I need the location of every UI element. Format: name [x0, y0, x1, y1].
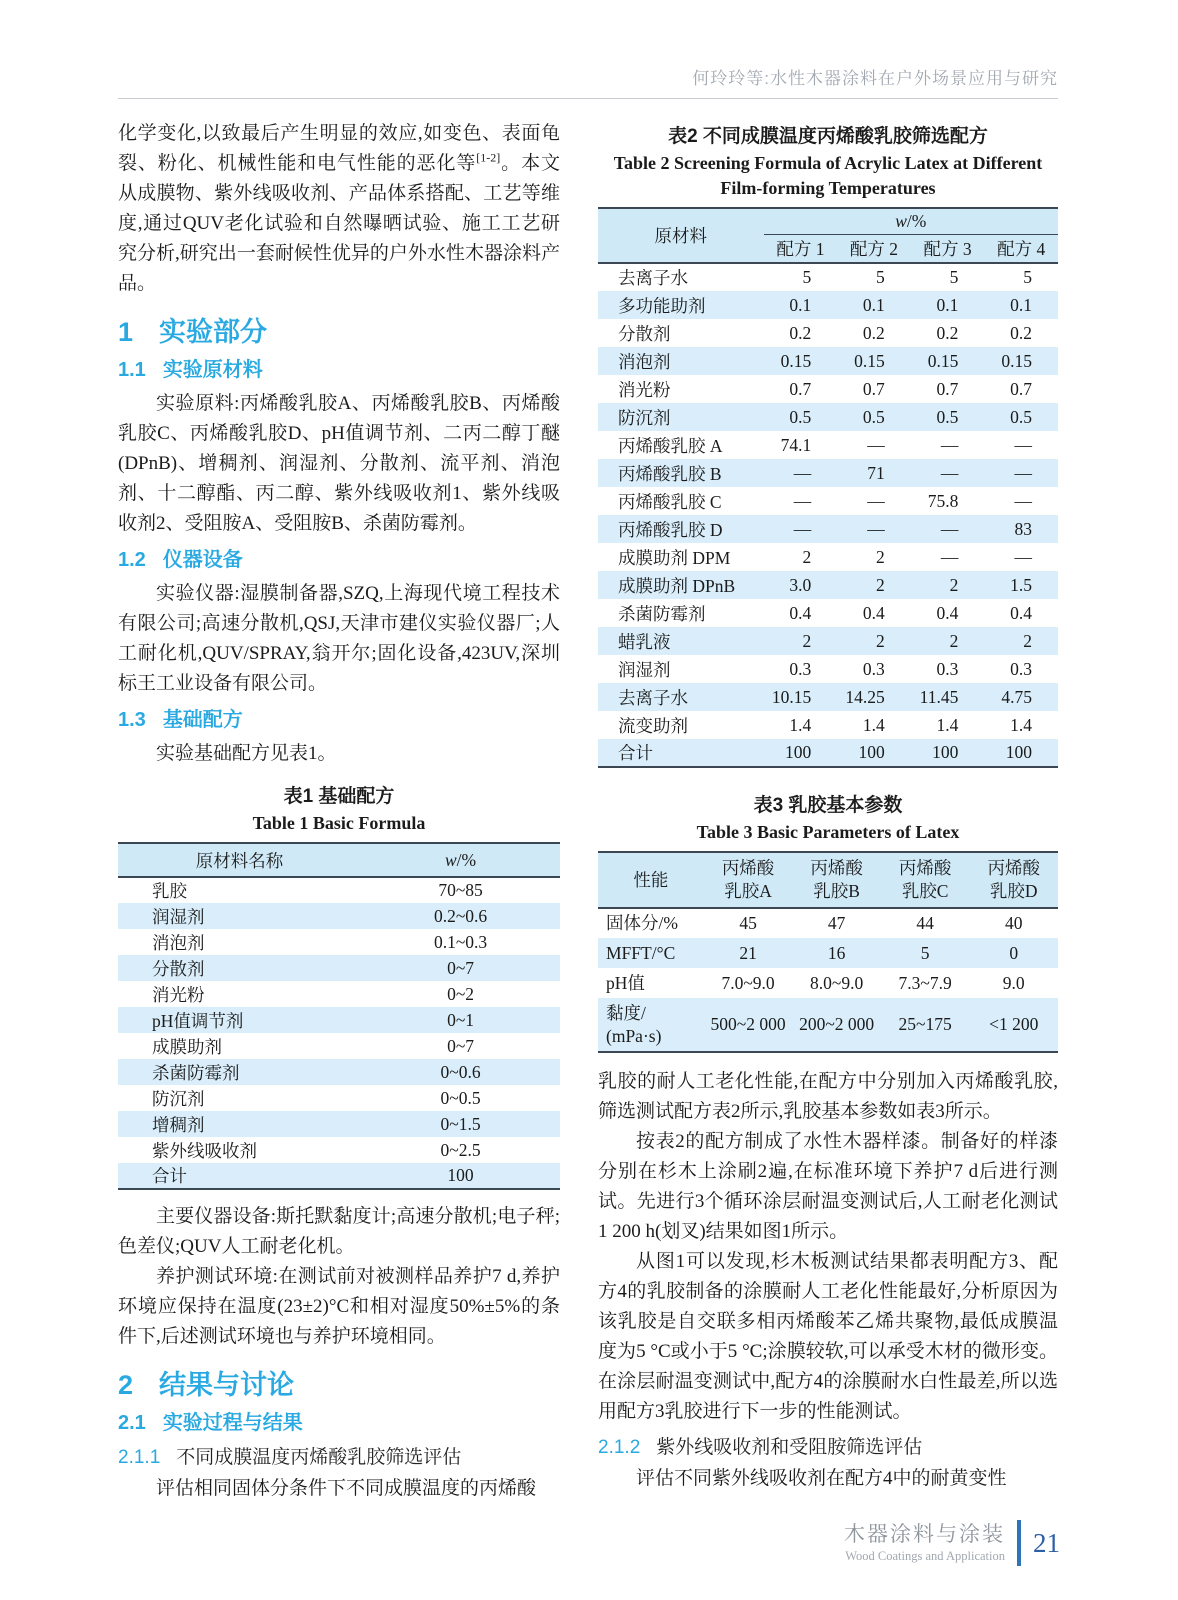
table-cell: 71: [867, 462, 885, 483]
table-row: [598, 571, 1058, 599]
paragraph-equipment: 主要仪器设备:斯托默黏度计;高速分散机;电子秤;色差仪;QUV人工耐老化机。: [118, 1206, 560, 1257]
table-cell: 0.7: [862, 378, 885, 399]
section-title: 结果与讨论: [159, 1370, 295, 1400]
table1-caption-en: Table 1 Basic Formula: [252, 813, 426, 833]
subsection-heading-2-1: [118, 1410, 560, 1437]
table-cell: 消泡剂: [152, 932, 205, 953]
table3-caption-en: Table 3 Basic Parameters of Latex: [696, 822, 960, 842]
section-number: 2.1.1: [118, 1447, 161, 1468]
table-cell: 分散剂: [152, 958, 205, 979]
table-cell: 合计: [618, 743, 653, 763]
paragraph-materials: 实验原料:丙烯酸乳胶A、丙烯酸乳胶B、丙烯酸乳胶C、丙烯酸乳胶D、pH值调节剂、二丙二醇丁醚(DPnB)、增稠剂、润湿剂、分散剂、流平剂、消泡剂、十二醇酯、丙二醇、紫外线吸收剂1、紫外线吸收剂2、受阻胺A、受阻胺B、杀菌防霉剂。: [118, 393, 560, 534]
table-cell: 4.75: [1001, 686, 1032, 707]
table-row: [598, 431, 1058, 459]
table-cell: 1.4: [789, 714, 812, 735]
paragraph-base-formula: 实验基础配方见表1。: [156, 743, 337, 764]
table-cell: —: [793, 462, 812, 483]
table-row: [118, 1085, 560, 1111]
table-cell: 防沉剂: [152, 1088, 205, 1109]
table-row: [118, 1007, 560, 1033]
right-column: [598, 119, 1058, 1504]
table-cell: 1.4: [1010, 714, 1032, 735]
table2-body: [598, 263, 1058, 767]
table-cell: 0.4: [936, 602, 959, 623]
table2-formula3-header: 配方 3: [911, 234, 985, 263]
table-cell: 紫外线吸收剂: [152, 1140, 257, 1161]
section-title: 紫外线吸收剂和受阻胺筛选评估: [656, 1437, 923, 1458]
table-row: [598, 711, 1058, 739]
table-cell: 9.0: [1002, 972, 1025, 993]
table-cell: 5: [876, 267, 885, 287]
table-cell: 2: [876, 546, 885, 567]
table-cell: —: [1014, 546, 1032, 567]
table-row: [598, 543, 1058, 571]
table-cell: —: [793, 518, 812, 539]
table-cell: 5: [920, 942, 930, 963]
table-cell: 0.4: [862, 602, 885, 623]
table3-header: [598, 852, 1058, 908]
table-cell: 25~175: [898, 1014, 952, 1034]
subsection-heading-2-1-2: [598, 1434, 1058, 1461]
table-cell: 0.3: [862, 658, 885, 679]
table-cell: 0.1: [936, 294, 959, 315]
table-cell: 固体分/%: [606, 913, 678, 933]
table-cell: 0.15: [927, 350, 959, 371]
table-cell: 500~2 000: [710, 1014, 786, 1034]
table-row: [598, 375, 1058, 403]
section-title: 基础配方: [162, 709, 243, 731]
table-cell: 0.15: [854, 350, 885, 371]
table-cell: 防沉剂: [618, 407, 671, 428]
table-row: [118, 1163, 560, 1189]
table-cell: 100: [784, 742, 812, 762]
table-cell: 2: [802, 630, 812, 651]
table-cell: 74.1: [780, 434, 812, 455]
table-cell: 分散剂: [618, 323, 671, 344]
table-cell: 0.5: [1010, 406, 1032, 427]
table-cell: —: [1014, 434, 1032, 455]
table-cell: 去离子水: [618, 268, 688, 288]
table-cell: 47: [827, 913, 846, 933]
table-row: [598, 852, 1058, 908]
table-cell: 0~0.6: [440, 1061, 481, 1082]
table-row: [598, 487, 1058, 515]
table-row: [598, 968, 1058, 998]
intro-text-a: 化学变化,以致最后产生明显的效应,如变色、表面龟裂、粉化、机械性能和电气性能的恶化等: [118, 123, 560, 174]
section-title: 实验部分: [159, 317, 268, 347]
table2-formula2-header: 配方 2: [837, 234, 911, 263]
table-cell: 0.2: [789, 322, 812, 343]
table-cell: 合计: [152, 1166, 187, 1186]
table-cell: pH值调节剂: [152, 1010, 244, 1031]
table-cell: pH值: [606, 972, 645, 993]
table-row: [598, 208, 1058, 234]
table-cell: 75.8: [927, 490, 959, 511]
table-row: [598, 403, 1058, 431]
table-row: [598, 739, 1058, 767]
table1-caption-cn: 表1 基础配方: [283, 786, 395, 807]
table-cell: MFFT/°C: [606, 942, 676, 963]
table-row: [598, 998, 1058, 1052]
table-cell: 消光粉: [618, 379, 671, 400]
paragraph-curing: 养护测试环境:在测试前对被测样品养护7 d,养护环境应保持在温度(23±2)°C和相对湿度50%±5%的条件下,后述测试环境也与养护环境相同。: [118, 1266, 560, 1347]
table-cell: 0.3: [936, 658, 959, 679]
w-symbol: w: [895, 210, 907, 231]
table-row: [118, 903, 560, 929]
section-number: 2: [118, 1370, 134, 1400]
table-cell: 丙烯酸 乳胶D: [969, 852, 1058, 908]
table-cell: 44: [916, 913, 934, 933]
table-cell: 0~1: [447, 1009, 475, 1030]
paragraph-intro: [118, 119, 560, 299]
table-cell: 2: [802, 546, 812, 567]
table-cell: 润湿剂: [152, 906, 205, 927]
table-row: [598, 347, 1058, 375]
table-row: [598, 515, 1058, 543]
table-row: [118, 929, 560, 955]
table-cell: 5: [1023, 267, 1032, 287]
table-cell: 0~1.5: [440, 1113, 481, 1134]
table-cell: 2: [949, 574, 959, 595]
table-row: [598, 655, 1058, 683]
table-cell: 成膜助剂: [152, 1036, 222, 1057]
table-cell: 5: [949, 267, 959, 287]
table-cell: 7.3~7.9: [898, 972, 952, 993]
table1-caption: [118, 783, 560, 836]
section-title: 仪器设备: [162, 549, 243, 571]
table-row: [598, 938, 1058, 968]
table-cell: 0.1: [789, 294, 812, 315]
table-cell: 杀菌防霉剂: [152, 1062, 240, 1083]
table-cell: 黏度/ (mPa·s): [606, 1002, 662, 1046]
table-cell: 消光粉: [152, 984, 205, 1005]
section-number: 2.1: [118, 1412, 146, 1434]
table-cell: 21: [739, 942, 757, 963]
citation-ref: [1-2]: [476, 150, 501, 165]
table-cell: 乳胶: [152, 881, 187, 901]
footer-divider-bar: [1017, 1520, 1021, 1566]
table2-caption: [598, 123, 1058, 201]
table-cell: 丙烯酸 乳胶B: [792, 852, 881, 908]
table-row: [598, 291, 1058, 319]
table-cell: 丙烯酸 乳胶A: [704, 852, 793, 908]
paragraph-uv-eval: 评估不同紫外线吸收剂在配方4中的耐黄变性: [636, 1468, 1007, 1489]
table-cell: 16: [827, 942, 846, 963]
left-column: [118, 119, 560, 1504]
table-cell: 成膜助剂 DPnB: [618, 575, 736, 596]
table-cell: 丙烯酸乳胶 A: [618, 435, 723, 456]
table-row: [118, 877, 560, 903]
table-cell: 100: [932, 742, 959, 762]
table-cell: 丙烯酸 乳胶C: [881, 852, 970, 908]
table-cell: 2: [876, 630, 885, 651]
table-cell: 100: [1005, 742, 1032, 762]
table-cell: 0.7: [1010, 378, 1032, 399]
section-number: 2.1.2: [598, 1437, 641, 1458]
table-cell: 润湿剂: [618, 659, 671, 680]
table1-col-name-header: 原材料名称: [118, 843, 361, 877]
table-cell: 40: [1004, 913, 1023, 933]
page-number: 21: [1033, 1527, 1060, 1558]
table-cell: 0.2: [862, 322, 885, 343]
table-cell: 增稠剂: [152, 1114, 205, 1135]
two-column-layout: [118, 119, 1058, 1504]
table2-header: [598, 208, 1058, 263]
journal-name-block: [844, 1522, 1005, 1564]
table-cell: 0~0.5: [440, 1087, 481, 1108]
running-header: [118, 0, 1058, 99]
table2-w-header: [764, 208, 1058, 234]
table-cell: 去离子水: [618, 687, 688, 708]
table-cell: 7.0~9.0: [721, 972, 775, 993]
section-number: 1.3: [118, 709, 146, 731]
paragraph-sample-paint: 按表2的配方制成了水性木器样漆。制备好的样漆分别在杉木上涂刷2遍,在标准环境下养护7 d后进行测试。先进行3个循环涂层耐温变测试后,人工耐老化测试1 200 h(划叉)结果如图1所示。: [598, 1131, 1058, 1242]
table-row: [118, 843, 560, 877]
table-cell: <1 200: [989, 1014, 1039, 1034]
table-row: [598, 683, 1058, 711]
table-cell: 0.5: [789, 406, 812, 427]
table-cell: 2: [876, 574, 885, 595]
table-latex-parameters: [598, 851, 1058, 1053]
table-cell: —: [867, 490, 885, 511]
table-cell: 0.5: [862, 406, 885, 427]
section-number: 1.1: [118, 359, 146, 381]
table-row: [118, 1059, 560, 1085]
table-row: [598, 459, 1058, 487]
table-cell: 0~7: [447, 1035, 475, 1056]
table-cell: —: [940, 462, 959, 483]
table-cell: 100: [447, 1165, 474, 1185]
table-cell: 0.15: [780, 350, 812, 371]
running-title: 何玲玲等:水性木器涂料在户外场景应用与研究: [692, 69, 1058, 88]
table2-formula4-header: 配方 4: [984, 234, 1058, 263]
paragraph-latex-aging: 乳胶的耐人工老化性能,在配方中分别加入丙烯酸乳胶,筛选测试配方表2所示,乳胶基本参数如表3所示。: [598, 1071, 1058, 1122]
table-cell: 0.2: [936, 322, 959, 343]
table-cell: 0~7: [447, 957, 475, 978]
table-cell: —: [1014, 490, 1032, 511]
table-cell: 0.3: [1010, 658, 1032, 679]
section-title: 不同成膜温度丙烯酸乳胶筛选评估: [176, 1447, 462, 1468]
table-cell: 70~85: [438, 880, 483, 900]
table-row: [118, 1033, 560, 1059]
table-cell: 0.7: [936, 378, 959, 399]
table-row: [598, 319, 1058, 347]
section-title: 实验过程与结果: [162, 1412, 303, 1434]
table-cell: 0~2: [447, 983, 475, 1004]
table-cell: 0.1~0.3: [433, 931, 488, 952]
table-cell: 8.0~9.0: [810, 972, 864, 993]
table-cell: 0.2~0.6: [433, 905, 488, 926]
table-cell: 成膜助剂 DPM: [618, 547, 731, 568]
table-cell: 丙烯酸乳胶 D: [618, 519, 723, 540]
section-heading-2: [118, 1368, 560, 1402]
table-screening-formula: [598, 207, 1058, 768]
table-cell: 0.4: [789, 602, 812, 623]
section-number: 1: [118, 317, 134, 347]
table3-caption: [598, 792, 1058, 845]
table2-caption-en: Table 2 Screening Formula of Acrylic Latex at Different Film-forming Temperatures: [613, 153, 1043, 198]
table-cell: 0~2.5: [440, 1139, 481, 1160]
table-cell: —: [793, 490, 812, 511]
table2-caption-cn: 表2 不同成膜温度丙烯酸乳胶筛选配方: [668, 126, 988, 147]
w-symbol: w: [444, 849, 457, 870]
table-cell: 100: [858, 742, 885, 762]
table-cell: 200~2 000: [799, 1014, 875, 1034]
table-cell: 0.3: [789, 658, 812, 679]
paragraph-figure1: 从图1可以发现,杉木板测试结果都表明配方3、配方4的乳胶制备的涂膜耐人工老化性能最好,分析原因为该乳胶是自交联多相丙烯酸苯乙烯共聚物,最低成膜温度为5 °C或小于5 °C;涂膜较软,可以承受木材的微形变。在涂层耐温变测试中,配方4的涂膜耐水白性最差,所以选用配方3乳胶进行下一步的性能测试。: [598, 1251, 1058, 1422]
table-cell: 性能: [598, 852, 704, 908]
table-row: [118, 955, 560, 981]
section-title: 实验原材料: [162, 359, 263, 381]
table-cell: —: [867, 434, 885, 455]
page-footer: [844, 1520, 1060, 1566]
table-cell: 0: [1009, 942, 1019, 963]
table-cell: 0.1: [862, 294, 885, 315]
table-cell: 14.25: [845, 686, 885, 707]
subsection-heading-2-1-1: [118, 1444, 560, 1471]
table-basic-formula: [118, 842, 560, 1190]
table-cell: 丙烯酸乳胶 C: [618, 491, 722, 512]
table-cell: 0.2: [1010, 322, 1032, 343]
table1-header: [118, 843, 560, 877]
table-cell: —: [867, 518, 885, 539]
table-cell: —: [1014, 462, 1032, 483]
table-cell: 流变助剂: [618, 715, 688, 736]
table-row: [598, 263, 1058, 291]
table-cell: 3.0: [789, 574, 812, 595]
table-cell: 1.4: [862, 714, 885, 735]
table2-formula1-header: 配方 1: [764, 234, 838, 263]
table-cell: 消泡剂: [618, 351, 671, 372]
table-row: [118, 1137, 560, 1163]
table-cell: 多功能助剂: [618, 295, 706, 316]
table-cell: 0.4: [1010, 602, 1032, 623]
intro-text-b: 。本文从成膜物、紫外线吸收剂、产品体系搭配、工艺等维度,通过QUV老化试验和自然曝晒试验、施工工艺研究分析,研究出一套耐候性优异的户外水性木器涂料产品。: [118, 153, 560, 294]
table-cell: 丙烯酸乳胶 B: [618, 463, 722, 484]
table-cell: 0.15: [1001, 350, 1032, 371]
subsection-heading-1-1: [118, 357, 560, 384]
table-cell: 83: [1014, 518, 1032, 539]
table-cell: 0.5: [936, 406, 959, 427]
table1-body: [118, 877, 560, 1189]
table-row: [118, 1111, 560, 1137]
table-cell: 10.15: [771, 686, 812, 707]
table1-col-w-header: [361, 843, 560, 877]
w-unit: /%: [456, 849, 477, 870]
table3-caption-cn: 表3 乳胶基本参数: [753, 795, 903, 816]
table2-material-header: 原材料: [598, 208, 764, 263]
table-cell: 11.45: [919, 686, 959, 707]
table-cell: 2: [949, 630, 959, 651]
table-row: [598, 908, 1058, 938]
table-cell: 杀菌防霉剂: [618, 603, 706, 624]
journal-name-en: Wood Coatings and Application: [845, 1549, 1005, 1563]
table-cell: 2: [1023, 630, 1032, 651]
table-cell: —: [940, 518, 959, 539]
journal-name-cn: 木器涂料与涂装: [844, 1523, 1005, 1546]
table-cell: 45: [739, 913, 757, 933]
table-cell: 1.5: [1010, 574, 1032, 595]
paragraph-eval: 评估相同固体分条件下不同成膜温度的丙烯酸: [156, 1478, 537, 1499]
table-cell: 0.7: [789, 378, 812, 399]
table-row: [598, 599, 1058, 627]
section-number: 1.2: [118, 549, 146, 571]
table-cell: —: [940, 434, 959, 455]
table-cell: 0.1: [1010, 294, 1032, 315]
subsection-heading-1-2: [118, 547, 560, 574]
table-row: [598, 627, 1058, 655]
table-cell: —: [940, 546, 959, 567]
section-heading-1: [118, 315, 560, 349]
table-row: [118, 981, 560, 1007]
w-unit: /%: [906, 210, 927, 231]
table-cell: 5: [802, 267, 812, 287]
table3-body: [598, 908, 1058, 1052]
table-cell: 蜡乳液: [618, 631, 671, 652]
paragraph-instruments: 实验仪器:湿膜制备器,SZQ,上海现代境工程技术有限公司;高速分散机,QSJ,天津市建仪实验仪器厂;人工耐化机,QUV/SPRAY,翁开尔;固化设备,423UV,深圳标王工业设备有限公司。: [118, 583, 560, 694]
subsection-heading-1-3: [118, 707, 560, 734]
table-cell: 1.4: [936, 714, 959, 735]
